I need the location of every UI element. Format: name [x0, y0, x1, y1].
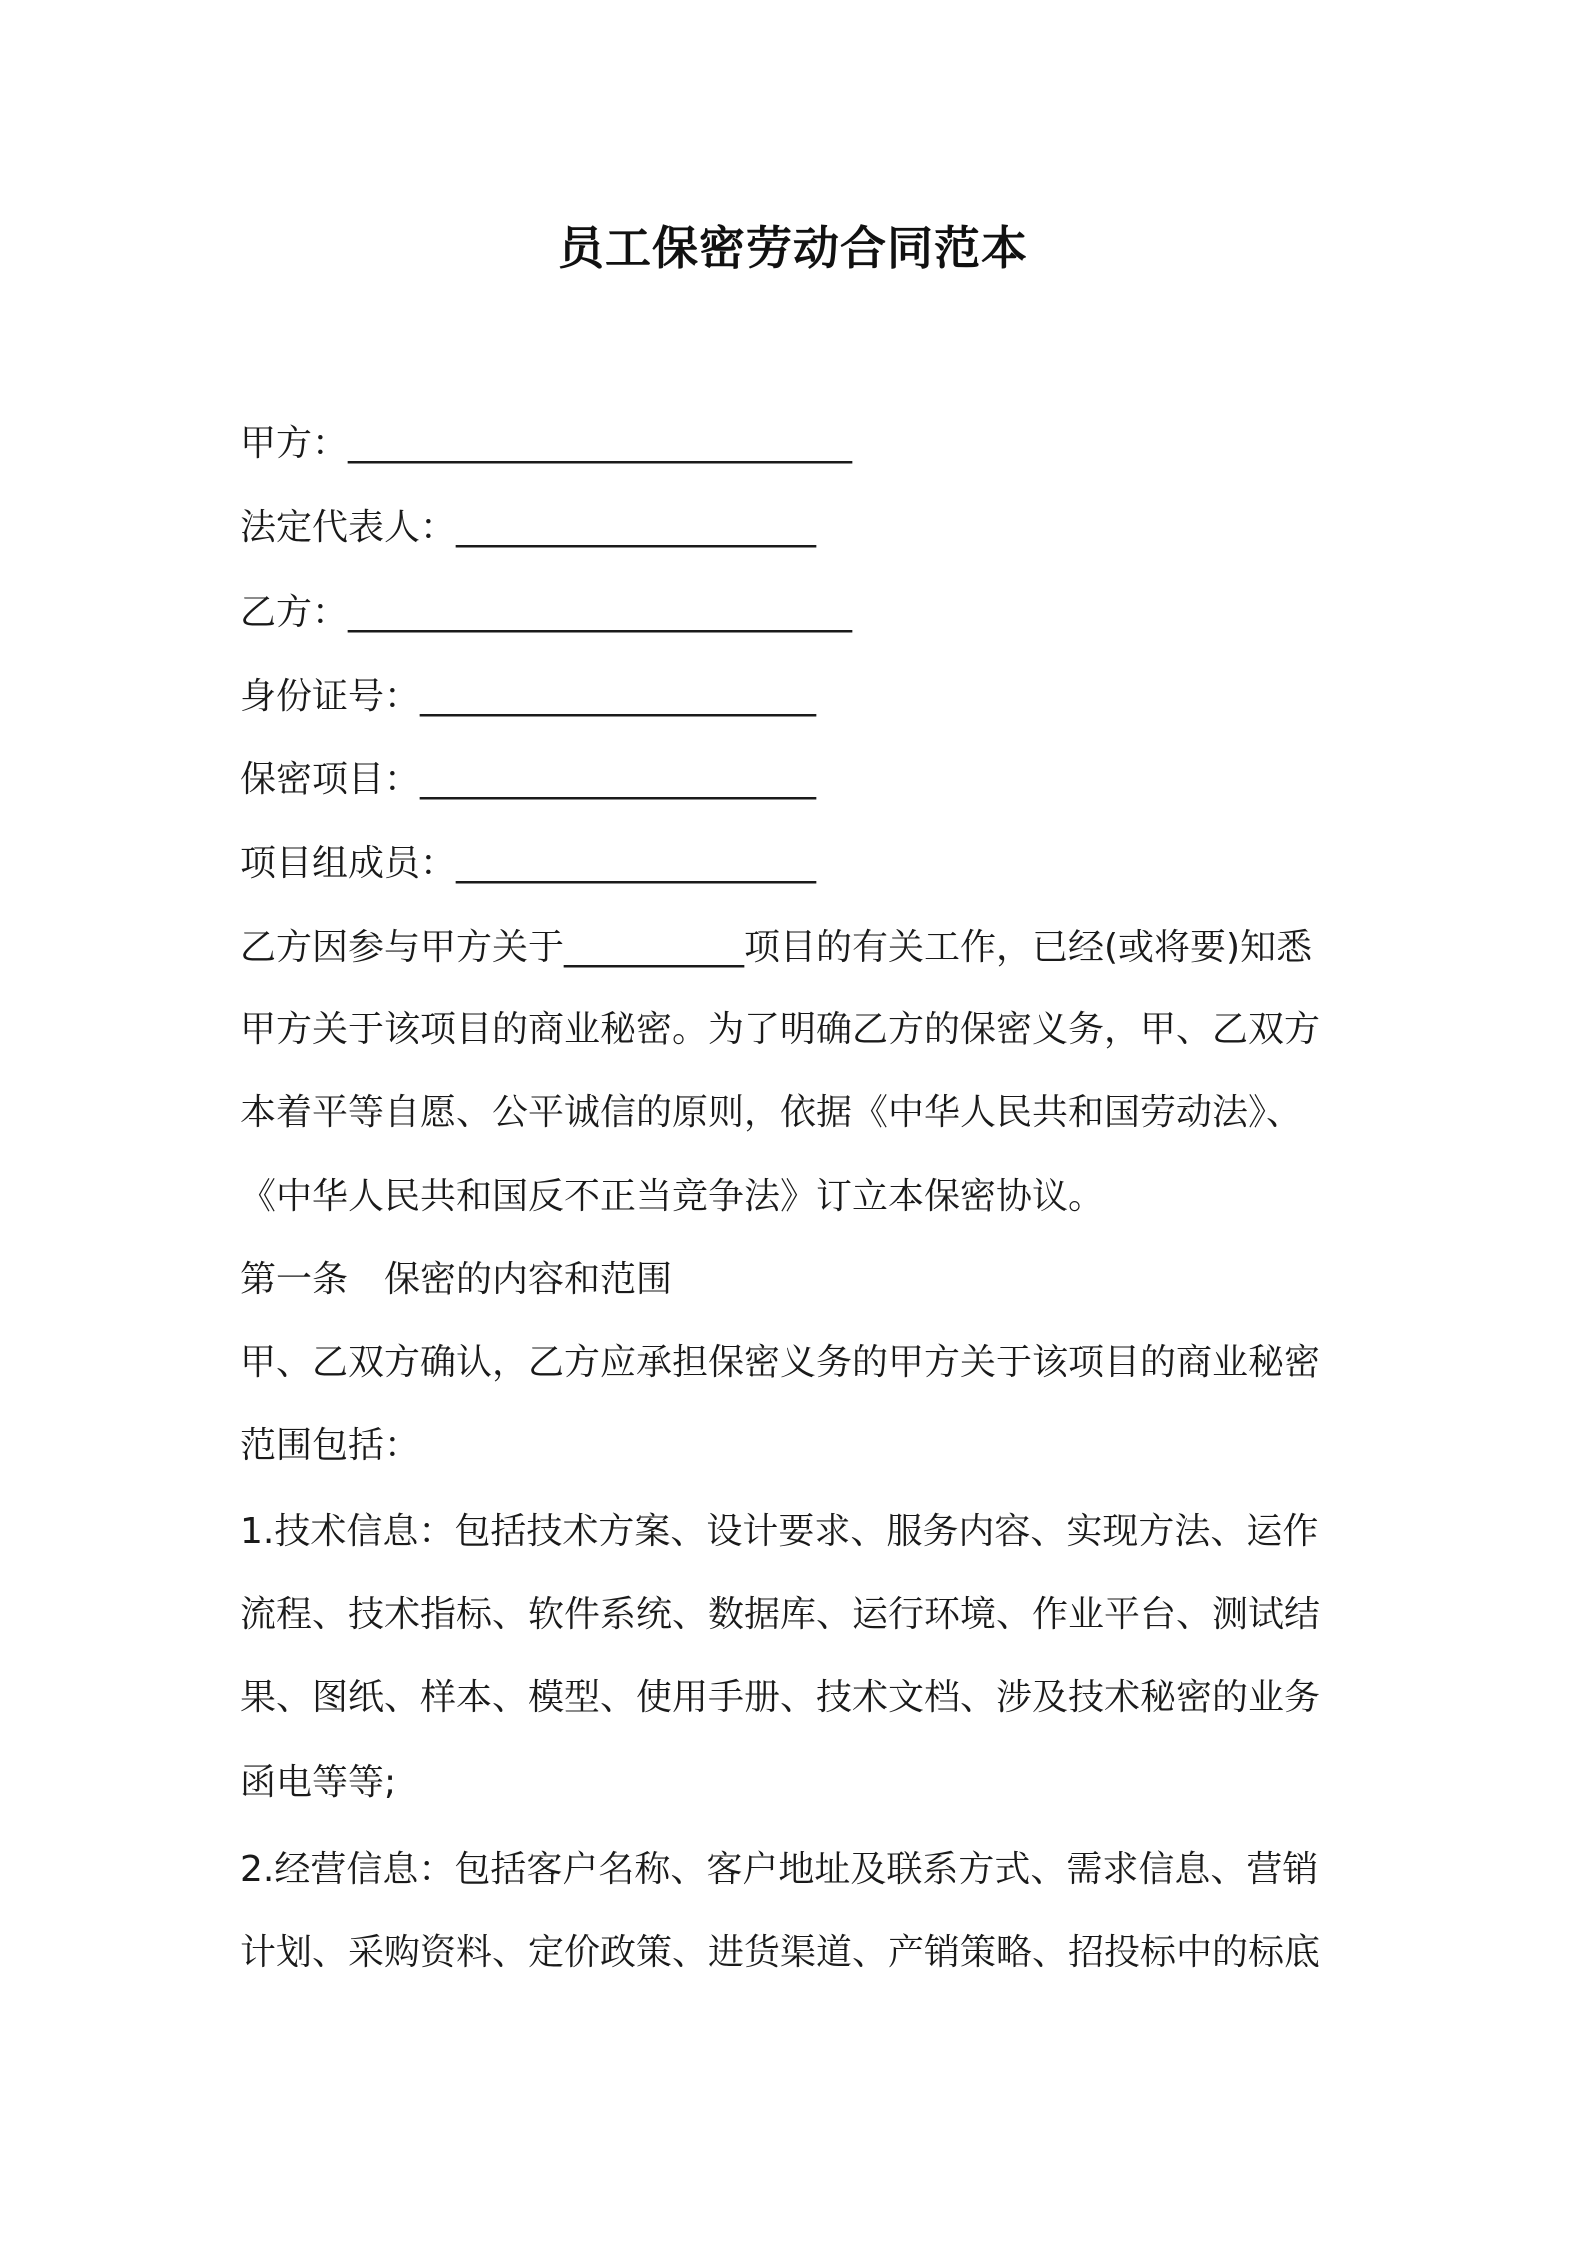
- field-legal-representative: 法定代表人：____________________: [240, 507, 817, 548]
- field-confidential-project: 保密项目：______________________: [240, 759, 817, 800]
- item-1-line: 流程、技术指标、软件系统、数据库、运行环境、作业平台、测试结: [240, 1594, 1321, 1635]
- item-1-line: 1.技术信息：包括技术方案、设计要求、服务内容、实现方法、运作: [240, 1511, 1319, 1552]
- preamble-line: 甲方关于该项目的商业秘密。为了明确乙方的保密义务，甲、乙双方: [240, 1009, 1321, 1050]
- field-party-a: 甲方：____________________________: [240, 423, 853, 464]
- item-1-line: 果、图纸、样本、模型、使用手册、技术文档、涉及技术秘密的业务: [240, 1677, 1321, 1718]
- article-1-intro-line: 甲、乙双方确认，乙方应承担保密义务的甲方关于该项目的商业秘密: [240, 1342, 1321, 1383]
- item-2-line: 2.经营信息：包括客户名称、客户地址及联系方式、需求信息、营销: [240, 1849, 1319, 1890]
- field-project-members: 项目组成员：____________________: [240, 843, 817, 884]
- article-1-intro-line: 范围包括：: [240, 1425, 421, 1466]
- item-2-line: 计划、采购资料、定价政策、进货渠道、产销策略、招投标中的标底: [240, 1932, 1321, 1973]
- item-1-line: 函电等等;: [240, 1762, 397, 1803]
- preamble-line: 乙方因参与甲方关于__________项目的有关工作，已经(或将要)知悉: [240, 927, 1313, 968]
- document-title: 员工保密劳动合同范本: [558, 221, 1028, 275]
- field-id-number: 身份证号：______________________: [240, 676, 817, 717]
- preamble-line: 本着平等自愿、公平诚信的原则，依据《中华人民共和国劳动法》、: [240, 1092, 1303, 1133]
- preamble-line: 《中华人民共和国反不正当竞争法》订立本保密协议。: [240, 1176, 1105, 1217]
- article-1-heading: 第一条 保密的内容和范围: [240, 1259, 673, 1300]
- field-party-b: 乙方：____________________________: [240, 592, 853, 633]
